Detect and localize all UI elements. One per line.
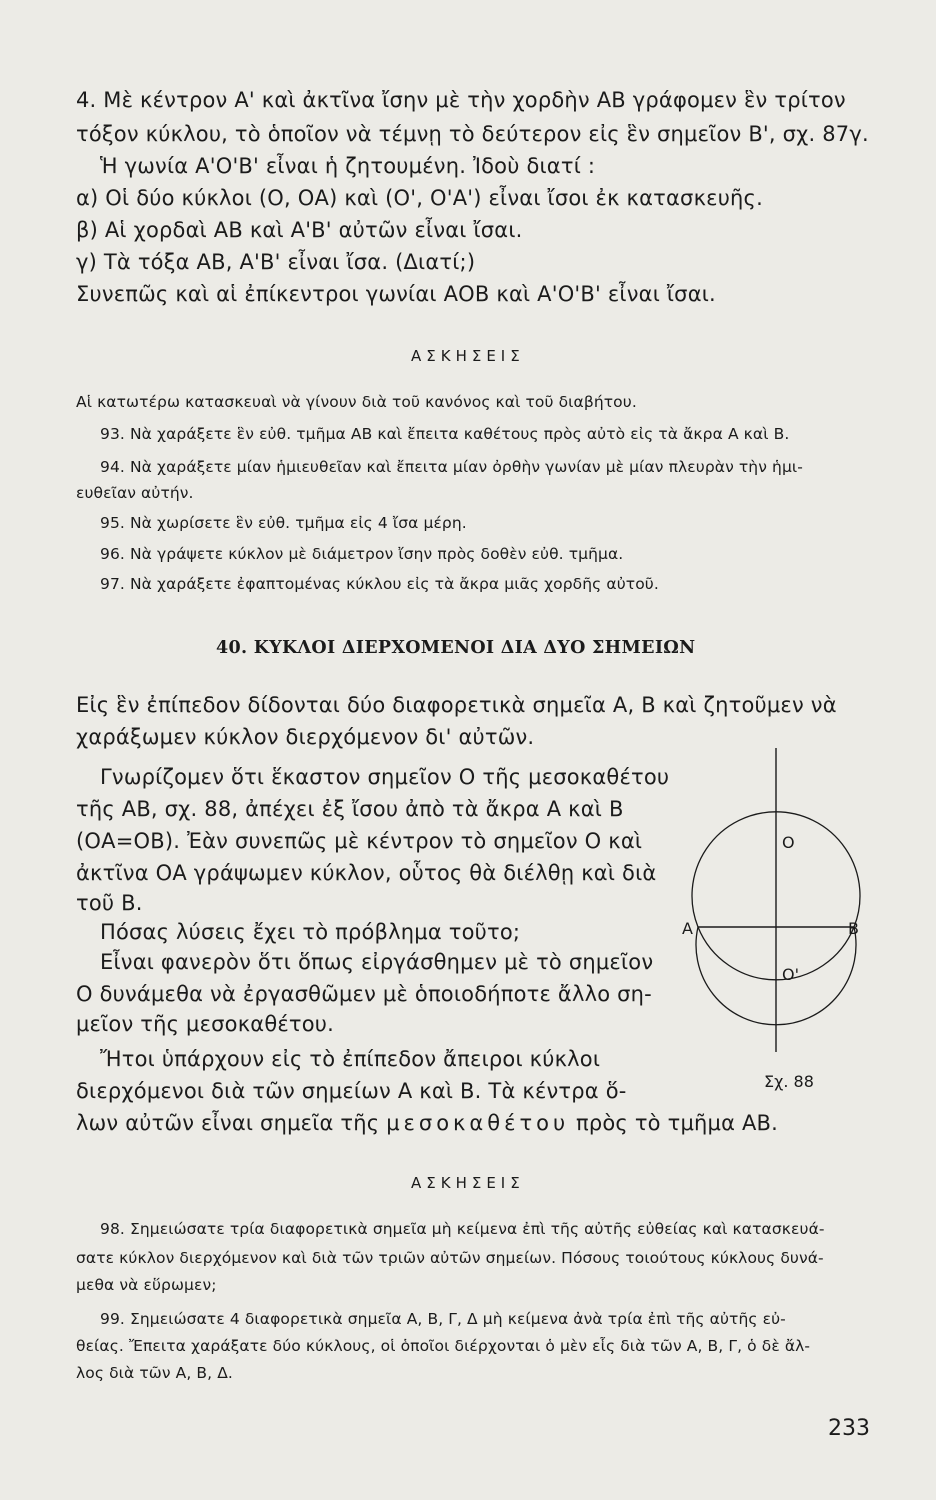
exercises-intro: Αἱ κατωτέρω κατασκευαὶ νὰ γίνουν διὰ τοῦ κανόνος καὶ τοῦ διαβήτου. <box>76 393 637 411</box>
exercise-94-cont: ευθεῖαν αὐτήν. <box>76 484 194 502</box>
text-line: Εἶναι φανερὸν ὅτι ὅπως εἰργάσθημεν μὲ τὸ σημεῖον <box>100 950 654 974</box>
text-line: τόξον κύκλου, τὸ ὁποῖον νὰ τέμνῃ τὸ δεύτερον εἰς ἓν σημεῖον Β', σχ. 87γ. <box>76 122 869 146</box>
text-span: πρὸς τὸ τμῆμα ΑΒ. <box>576 1111 779 1135</box>
emphasized-term: μεσοκαθέτου <box>386 1111 570 1135</box>
text-line: τοῦ Β. <box>76 891 143 915</box>
text-line: Πόσας λύσεις ἔχει τὸ πρόβλημα τοῦτο; <box>100 920 521 944</box>
text-line: Γνωρίζομεν ὅτι ἕκαστον σημεῖον Ο τῆς μεσοκαθέτου <box>100 765 670 789</box>
label-b: B <box>848 919 859 938</box>
text-line: χαράξωμεν κύκλον διερχόμενον δι' αὐτῶν. <box>76 725 535 749</box>
exercise-98-cont: σατε κύκλον διερχόμενον καὶ διὰ τῶν τριῶν αὐτῶν σημείων. Πόσους τοιούτους κύκλους δυνά- <box>76 1249 824 1267</box>
text-line: Συνεπῶς καὶ αἱ ἐπίκεντροι γωνίαι ΑΟΒ καὶ Α'Ο'Β' εἶναι ἴσαι. <box>76 282 716 306</box>
exercise-99: 99. Σημειώσατε 4 διαφορετικὰ σημεῖα Α, Β, Γ, Δ μὴ κείμενα ἀνὰ τρία ἐπὶ τῆς αὐτῆς εὐ- <box>100 1310 786 1328</box>
text-span: λων αὐτῶν εἶναι σημεῖα τῆς <box>76 1111 380 1135</box>
exercise-95: 95. Νὰ χωρίσετε ἓν εὐθ. τμῆμα εἰς 4 ἴσα μέρη. <box>100 514 467 532</box>
label-o: O <box>782 833 795 852</box>
label-o-prime: O' <box>782 965 799 984</box>
text-line: ἀκτῖνα ΟΑ γράψωμεν κύκλον, οὗτος θὰ διέλθῃ καὶ διὰ <box>76 861 657 885</box>
exercise-94: 94. Νὰ χαράξετε μίαν ἡμιευθεῖαν καὶ ἔπειτα μίαν ὀρθὴν γωνίαν μὲ μίαν πλευρὰν τὴν ἡμι- <box>100 458 803 476</box>
exercise-99-cont: λος διὰ τῶν Α, Β, Δ. <box>76 1364 233 1382</box>
exercise-98: 98. Σημειώσατε τρία διαφορετικὰ σημεῖα μὴ κείμενα ἐπὶ τῆς αὐτῆς εὐθείας καὶ κατασκευά- <box>100 1220 825 1238</box>
text-line: β) Αἱ χορδαὶ ΑΒ καὶ Α'Β' αὐτῶν εἶναι ἴσαι. <box>76 218 523 242</box>
exercises-heading: ΑΣΚΗΣΕΙΣ <box>411 347 525 365</box>
text-line <box>76 1111 778 1135</box>
label-a: A <box>682 919 693 938</box>
figure-88 <box>670 740 870 1100</box>
text-line: 4. Μὲ κέντρον Α' καὶ ἀκτῖνα ἴσην μὲ τὴν χορδὴν ΑΒ γράφομεν ἓν τρίτον <box>76 88 846 112</box>
text-line: α) Οἱ δύο κύκλοι (Ο, ΟΑ) καὶ (Ο', Ο'Α') εἶναι ἴσοι ἐκ κατασκευῆς. <box>76 186 763 210</box>
text-line: μεῖον τῆς μεσοκαθέτου. <box>76 1012 335 1036</box>
text-line: γ) Τὰ τόξα ΑΒ, Α'Β' εἶναι ἴσα. (Διατί;) <box>76 250 476 274</box>
text-line: τῆς ΑΒ, σχ. 88, ἀπέχει ἐξ ἴσου ἀπὸ τὰ ἄκρα Α καὶ Β <box>76 797 624 821</box>
text-line: διερχόμενοι διὰ τῶν σημείων Α καὶ Β. Τὰ κέντρα ὅ- <box>76 1079 627 1103</box>
text-line: Ἡ γωνία Α'Ο'Β' εἶναι ἡ ζητουμένη. Ἰδοὺ διατί : <box>100 154 596 178</box>
page-number: 233 <box>828 1416 870 1441</box>
figure-caption: Σχ. 88 <box>764 1072 814 1091</box>
exercises-heading: ΑΣΚΗΣΕΙΣ <box>411 1174 525 1192</box>
exercise-93: 93. Νὰ χαράξετε ἓν εὐθ. τμῆμα ΑΒ καὶ ἔπειτα καθέτους πρὸς αὐτὸ εἰς τὰ ἄκρα Α καὶ Β. <box>100 425 790 443</box>
exercise-96: 96. Νὰ γράψετε κύκλον μὲ διάμετρον ἴσην πρὸς δοθὲν εὐθ. τμῆμα. <box>100 545 624 563</box>
text-line: Εἰς ἓν ἐπίπεδον δίδονται δύο διαφορετικὰ σημεῖα Α, Β καὶ ζητοῦμεν νὰ <box>76 693 837 717</box>
exercise-99-cont: θείας. Ἔπειτα χαράξατε δύο κύκλους, οἱ ὁποῖοι διέρχονται ὁ μὲν εἷς διὰ τῶν Α, Β, Γ, ὁ δὲ ἄλ- <box>76 1337 811 1355</box>
exercise-97: 97. Νὰ χαράξετε ἐφαπτομένας κύκλου εἰς τὰ ἄκρα μιᾶς χορδῆς αὐτοῦ. <box>100 575 659 593</box>
text-line: (ΟΑ=ΟΒ). Ἐὰν συνεπῶς μὲ κέντρον τὸ σημεῖον Ο καὶ <box>76 829 643 853</box>
exercise-98-cont: μεθα νὰ εὕρωμεν; <box>76 1276 217 1294</box>
section-title: 40. ΚΥΚΛΟΙ ΔΙΕΡΧΟΜΕΝΟΙ ΔΙΑ ΔΥΟ ΣΗΜΕΙΩΝ <box>216 638 696 658</box>
text-line: Ο δυνάμεθα νὰ ἐργασθῶμεν μὲ ὁποιοδήποτε ἄλλο ση- <box>76 982 652 1006</box>
text-line: Ἤτοι ὑπάρχουν εἰς τὸ ἐπίπεδον ἄπειροι κύκλοι <box>100 1047 601 1071</box>
